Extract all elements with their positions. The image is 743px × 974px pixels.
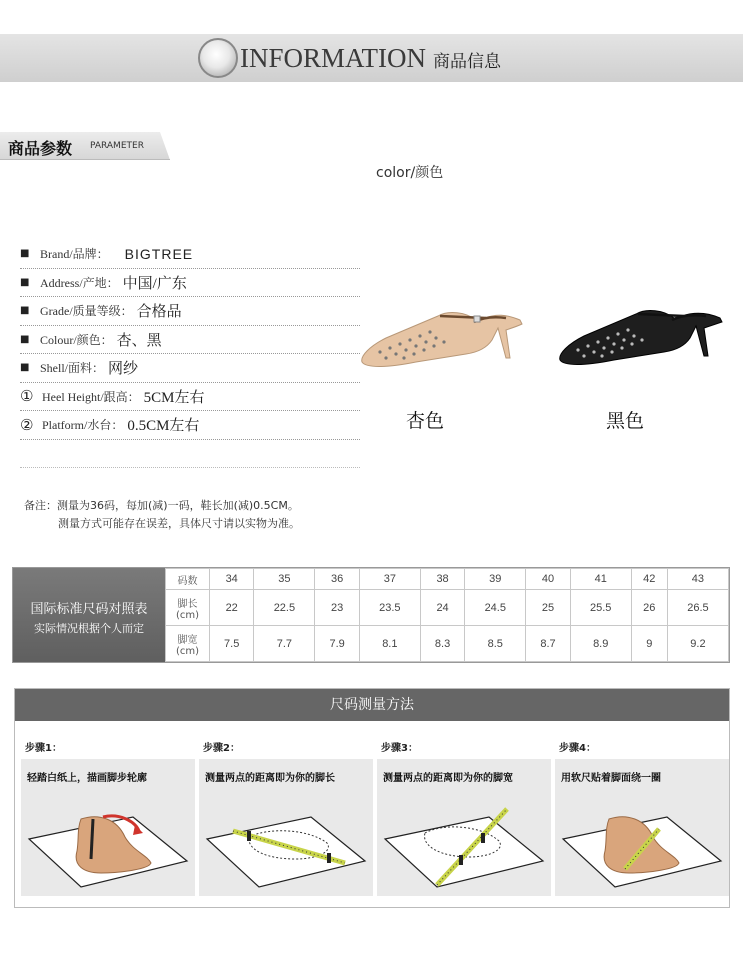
- size-chart-title: 国际标准尺码对照表: [30, 602, 148, 617]
- header-title-cn: 商品信息: [433, 52, 501, 72]
- size-cell: 35: [254, 569, 315, 590]
- step-title: 步骤2：: [203, 743, 240, 754]
- size-cell: 7.5: [210, 626, 254, 662]
- size-cell: 38: [420, 569, 464, 590]
- size-cell: 23.5: [359, 590, 420, 626]
- size-cell: 8.3: [420, 626, 464, 662]
- param-value: 5CM左右: [143, 389, 205, 406]
- parameter-list: [20, 240, 360, 468]
- size-row-label: 脚长(cm): [166, 590, 210, 626]
- param-brand: [20, 240, 360, 269]
- param-value: 0.5CM左右: [127, 418, 200, 435]
- size-row: [166, 569, 729, 590]
- bullet-icon: ■: [20, 305, 30, 317]
- section-divider: [0, 159, 170, 160]
- size-cell: 34: [210, 569, 254, 590]
- param-value: 合格品: [136, 304, 182, 321]
- bullet-icon: ■: [20, 362, 30, 374]
- step-desc: 测量两点的距离即为你的脚长: [205, 773, 335, 784]
- param-value: 中国/广东: [122, 275, 187, 292]
- product-image-apricot: [356, 300, 526, 384]
- size-cell: 41: [570, 569, 631, 590]
- param-spacer: [20, 440, 360, 468]
- size-cell: 8.5: [465, 626, 526, 662]
- size-chart-subtitle: 实际情况根据个人而定: [34, 622, 144, 635]
- size-cell: 8.7: [526, 626, 570, 662]
- size-cell: 36: [315, 569, 359, 590]
- size-cell: 42: [631, 569, 667, 590]
- bullet-icon: ■: [20, 276, 30, 288]
- size-row: [166, 590, 729, 626]
- size-cell: 23: [315, 590, 359, 626]
- banner-circle-icon: [198, 38, 238, 78]
- measure-section: [14, 688, 730, 908]
- size-cell: 22: [210, 590, 254, 626]
- param-platform: [20, 411, 360, 440]
- measure-step-3: [377, 743, 551, 899]
- param-address: [20, 269, 360, 298]
- param-heel-height: [20, 383, 360, 412]
- foot-length-illustration: [199, 789, 373, 893]
- step-desc: 测量两点的距离即为你的脚宽: [383, 773, 513, 784]
- foot-outline-illustration: [21, 789, 195, 893]
- step-title: 步骤1：: [25, 743, 62, 754]
- size-chart: [12, 567, 730, 663]
- size-row-label: 码数: [166, 569, 210, 590]
- number-two-icon: ②: [20, 415, 34, 434]
- step-desc: 用软尺贴着脚面绕一圈: [561, 773, 661, 784]
- size-cell: 8.9: [570, 626, 631, 662]
- step-title: 步骤3：: [381, 743, 418, 754]
- size-cell: 25.5: [570, 590, 631, 626]
- number-one-icon: ①: [20, 387, 34, 406]
- size-cell: 37: [359, 569, 420, 590]
- size-chart-side: [13, 568, 165, 662]
- param-shell: [20, 354, 360, 383]
- size-cell: 39: [465, 569, 526, 590]
- param-key: Address/产地：: [40, 275, 119, 290]
- color-label: color/颜色: [376, 165, 444, 181]
- param-value: BIGTREE: [124, 245, 194, 262]
- measure-step-2: [199, 743, 373, 899]
- note-line-2: 测量方式可能存在误差，具体尺寸请以实物为准。: [58, 517, 300, 530]
- param-key: Heel Height/跟高：: [42, 389, 140, 404]
- step-title: 步骤4：: [559, 743, 596, 754]
- size-cell: 43: [667, 569, 728, 590]
- size-row: [166, 626, 729, 662]
- param-value: 网纱: [108, 361, 139, 378]
- size-cell: 8.1: [359, 626, 420, 662]
- tape-around-foot-illustration: [555, 789, 729, 893]
- param-value: 杏、黑: [116, 332, 162, 349]
- size-cell: 40: [526, 569, 570, 590]
- product-label-apricot: 杏色: [406, 410, 445, 432]
- step-desc: 轻踏白纸上，描画脚步轮廓: [27, 773, 147, 784]
- bullet-icon: ■: [20, 248, 30, 260]
- size-cell: 24.5: [465, 590, 526, 626]
- section-title-en: PARAMETER: [90, 141, 144, 151]
- param-grade: [20, 297, 360, 326]
- section-title-cn: 商品参数: [8, 139, 73, 158]
- param-key: Colour/颜色：: [40, 332, 113, 347]
- param-key: Shell/面料：: [40, 361, 105, 376]
- param-key: Brand/品牌：: [40, 247, 109, 262]
- measure-step-4: [555, 743, 729, 899]
- size-cell: 24: [420, 590, 464, 626]
- size-cell: 26: [631, 590, 667, 626]
- note-line-1: 备注：测量为36码，每加(减)一码，鞋长加(减)0.5CM。: [24, 499, 299, 512]
- size-cell: 9.2: [667, 626, 728, 662]
- size-cell: 7.7: [254, 626, 315, 662]
- size-cell: 25: [526, 590, 570, 626]
- size-cell: 22.5: [254, 590, 315, 626]
- product-label-black: 黑色: [606, 410, 645, 432]
- size-cell: 9: [631, 626, 667, 662]
- param-key: Grade/质量等级：: [40, 304, 133, 319]
- foot-width-illustration: [377, 789, 551, 893]
- size-cell: 7.9: [315, 626, 359, 662]
- measure-title: 尺码测量方法: [15, 689, 729, 721]
- size-cell: 26.5: [667, 590, 728, 626]
- size-row-label: 脚宽(cm): [166, 626, 210, 662]
- measure-step-1: [21, 743, 195, 899]
- bullet-icon: ■: [20, 333, 30, 345]
- param-key: Platform/水台：: [42, 418, 124, 433]
- size-table: [165, 568, 729, 662]
- param-colour: [20, 326, 360, 355]
- product-image-black: [554, 300, 724, 384]
- header-title-en: INFORMATION: [240, 43, 427, 73]
